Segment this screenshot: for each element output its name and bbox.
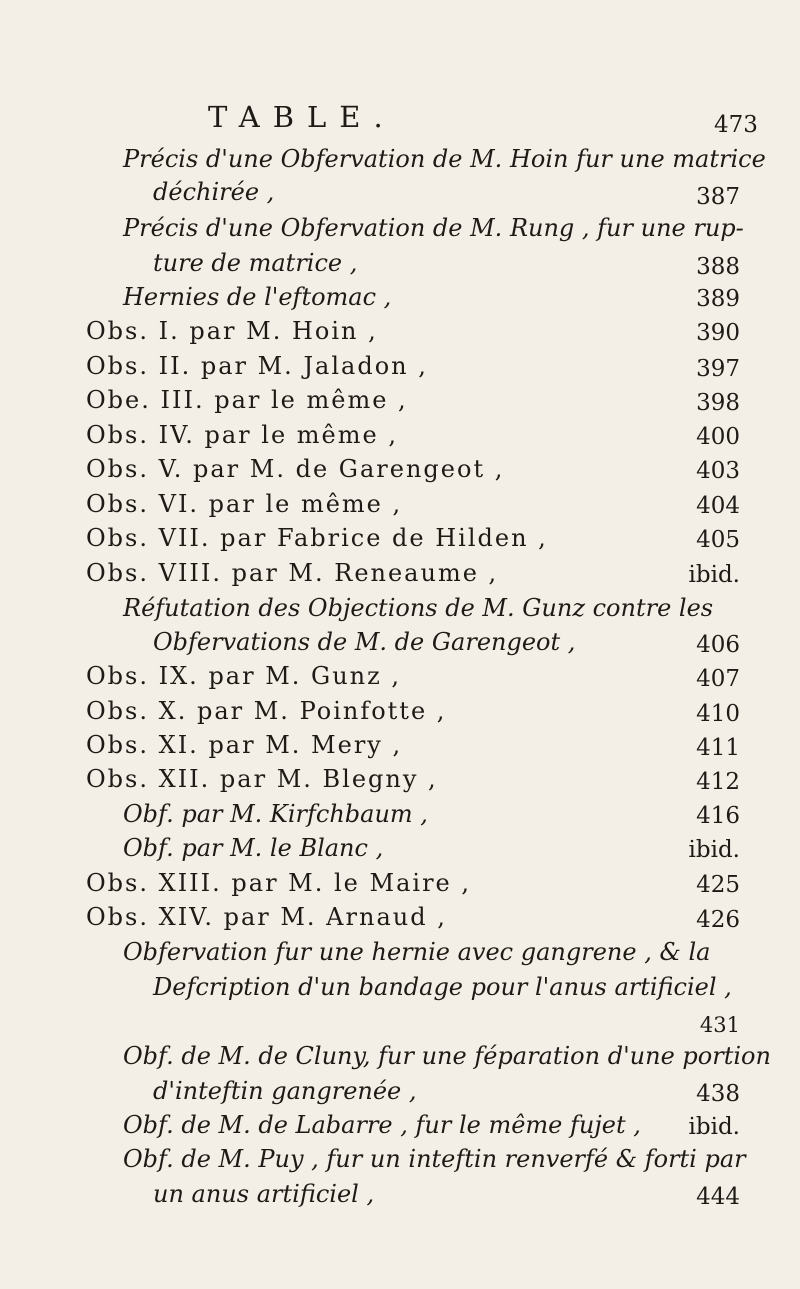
toc-entry-line: Obf. par M. le Blanc , — [123, 834, 384, 862]
toc-page-ref: 426 — [696, 907, 740, 933]
toc-page-ref: 416 — [696, 803, 740, 829]
toc-entry-line: Obf. par M. Kirfchbaum , — [123, 800, 428, 828]
toc-entry-line: Obf. de M. de Cluny, fur une féparation d'une portion — [123, 1042, 771, 1070]
toc-page-ref: 387 — [696, 184, 740, 210]
page-header — [0, 100, 800, 140]
toc-entry-line: un anus artificiel , — [153, 1180, 375, 1208]
toc-page-ref: 389 — [696, 286, 740, 312]
toc-page-ref: ibid. — [688, 562, 740, 588]
toc-entry-line: Obfervations de M. de Garengeot , — [153, 628, 576, 656]
toc-page-ref: 407 — [696, 666, 740, 692]
toc-entry-line: d'inteftin gangrenée , — [153, 1077, 417, 1105]
toc-entry-line: Réfutation des Objections de M. Gunz contre les — [123, 594, 714, 622]
toc-page-ref: 403 — [696, 458, 740, 484]
toc-entry-line: Obs. XI. par M. Mery , — [86, 731, 403, 759]
toc-entry-line: Obs. VII. par Fabrice de Hilden , — [86, 524, 548, 552]
toc-page-ref: 405 — [696, 527, 740, 553]
toc-entry-line: Obs. V. par M. de Garengeot , — [86, 455, 505, 483]
toc-page-ref: 425 — [696, 872, 740, 898]
toc-entry-line: Obs. II. par M. Jaladon , — [86, 352, 428, 380]
toc-page-ref: 411 — [696, 735, 740, 761]
toc-entry-line: Obs. I. par M. Hoin , — [86, 317, 378, 345]
toc-entry-line: Obs. IX. par M. Gunz , — [86, 662, 402, 690]
running-title: TABLE. — [208, 100, 396, 134]
toc-entry-line: Précis d'une Obfervation de M. Hoin fur une matrice — [123, 145, 766, 173]
toc-entry-line: Obs. IV. par le même , — [86, 421, 398, 449]
toc-page-ref: 390 — [696, 320, 740, 346]
toc-page-ref: 404 — [696, 493, 740, 519]
toc-entry-line: Hernies de l'eftomac , — [123, 283, 392, 311]
toc-page-ref: 410 — [696, 701, 740, 727]
toc-page-ref: 412 — [696, 769, 740, 795]
toc-entry-line: Obe. III. par le même , — [86, 386, 408, 414]
toc-entry-line: Obs. XII. par M. Blegny , — [86, 765, 438, 793]
toc-entry-line: Précis d'une Obfervation de M. Rung , fur une rup- — [123, 214, 744, 242]
toc-entry-line: Obs. X. par M. Poinfotte , — [86, 697, 447, 725]
toc-entry-line: Obs. VIII. par M. Reneaume , — [86, 559, 499, 587]
toc-entry-line: Obfervation fur une hernie avec gangrene , & la — [123, 938, 711, 966]
toc-entry-line: Defcription d'un bandage pour l'anus artificiel , — [153, 973, 732, 1001]
toc-entry-line: Obf. de M. de Labarre , fur le même fujet , — [123, 1111, 641, 1139]
toc-page-ref: 397 — [696, 356, 740, 382]
toc-page-ref: ibid. — [688, 837, 740, 863]
toc-entry-line: Obs. VI. par le même , — [86, 490, 403, 518]
toc-entry-line: ture de matrice , — [153, 249, 358, 277]
toc-page-ref: 400 — [696, 424, 740, 450]
toc-entry-line: Obs. XIII. par M. le Maire , — [86, 869, 472, 897]
page-number: 473 — [714, 112, 758, 138]
toc-entry-line: Obf. de M. Puy , fur un inteftin renverfé & forti par — [123, 1145, 746, 1173]
toc-page-ref: 438 — [696, 1081, 740, 1107]
toc-page-ref: 398 — [696, 390, 740, 416]
toc-page-ref: 444 — [696, 1184, 740, 1210]
toc-page-ref: 388 — [696, 254, 740, 280]
toc-entry-line: Obs. XIV. par M. Arnaud , — [86, 903, 447, 931]
toc-entry-line: déchirée , — [153, 178, 275, 206]
toc-page-ref: 431 — [699, 1013, 740, 1037]
toc-page-ref: ibid. — [688, 1114, 740, 1140]
toc-page-ref: 406 — [696, 632, 740, 658]
